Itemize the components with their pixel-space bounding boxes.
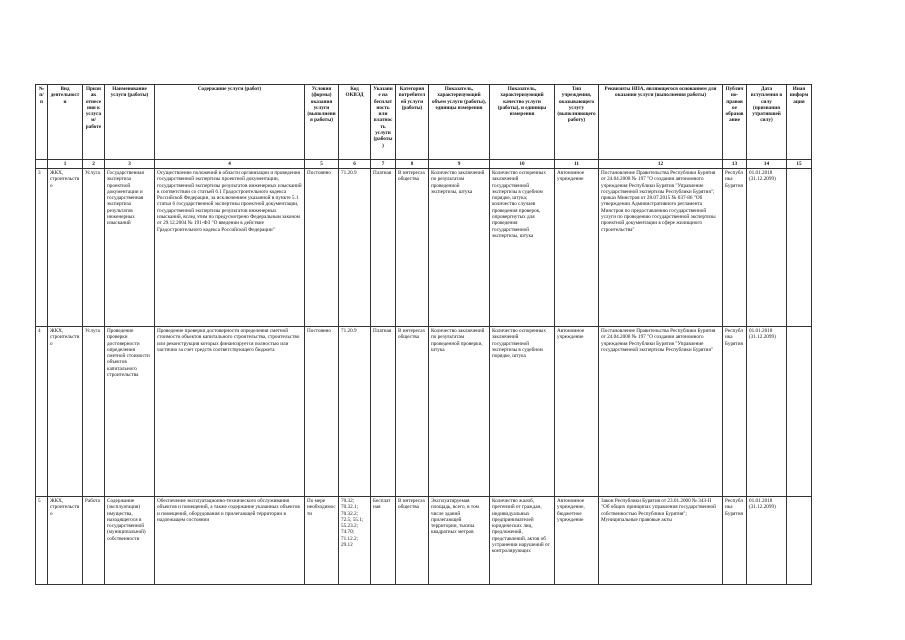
cell-date: 01.01.2018 (31.12.2099) [747,497,787,585]
header-name: Наименование услуги (работы) [105,85,155,160]
column-number: 15 [787,160,812,169]
table-row [36,497,812,585]
header-volume: Показатель, характеризующий объем услуги (работы), единицы измерения [429,85,490,160]
cell-quality: Количество жалоб, претензий от граждан, индивидуальных предпринимателей юридических лиц, предложений, представлений, актов об устранении нарушений от контролирующих [490,497,555,585]
header-other: Иная информация [787,85,812,160]
column-number: 1 [48,160,83,169]
header-num: № п/п [36,85,48,160]
cell-npa: Закон Республики Бурятия от 23.01.2000 № 343-II "Об общих принципах управления государственной собственностью Республики Бурятия"; Муниципальные правовые акты [599,497,723,585]
cell-num: 4 [36,327,48,497]
header-row [36,85,812,160]
cell-entity: Республика Бурятия [723,327,747,497]
column-number: 11 [555,160,599,169]
column-number-empty [36,160,48,169]
cell-activity: ЖКХ, строительство [48,169,83,327]
cell-content: Обеспечение эксплуатационно-технического обслуживания объектов и помещений, а также содержание указанных объектов и помещений, оборудования и прилегающей территории в надлежащем состоянии [155,497,305,585]
table-row [36,169,812,327]
cell-name: Государственная экспертиза проектной документации и государственная экспертиза результатов инженерных изысканий [105,169,155,327]
cell-quality: Количество оспоренных заключений государственной экспертизы в судебном порядке, штука [490,327,555,497]
cell-paid: Бесплатная [371,497,396,585]
cell-paid: Платная [371,327,396,497]
cell-inst-type: Автономное учреждение, бюджетное учреждение [555,497,599,585]
column-number: 4 [155,160,305,169]
cell-conditions: По мере необходимости [305,497,339,585]
cell-inst-type: Автономное учреждение [555,169,599,327]
cell-volume: Количество заключений по результатам проведенной экспертизы, штука [429,169,490,327]
column-numbers-row [36,160,812,169]
header-consumers: Категория потребителей услуги (работы) [396,85,429,160]
header-paid: Указание на бесплатность или платность услуги (работы) [371,85,396,160]
column-number: 9 [429,160,490,169]
cell-num: 5 [36,497,48,585]
header-npa: Реквизиты НПА, являющегося основанием для оказания услуги (выполнения работы) [599,85,723,160]
cell-volume: Эксплуатируемая площадь, всего, в том числе зданий прилегающей территории, тысяча квадратных метров [429,497,490,585]
cell-conditions: Постоянно [305,327,339,497]
cell-npa: Постановление Правительства Республики Бурятия от 24.04.2008 № 197 "О создании автономного учреждения Республики Бурятия "Управление государственной экспертизы Республики Бурятия"; приказ Минстроя от 28.07.2015 № 037-86 "Об утверждении Административного регламента Минстроя по предоставлению государственной услуги по проведению государственной экспертизы проектной документации в сфере жилищного строительства" [599,169,723,327]
cell-entity: Республика Бурятия [723,169,747,327]
services-register-table [35,84,812,585]
cell-paid: Платная [371,169,396,327]
cell-activity: ЖКХ, строительство [48,497,83,585]
column-number: 13 [723,160,747,169]
cell-consumers: В интересах общества [396,327,429,497]
cell-inst-type: Автономное учреждение [555,327,599,497]
cell-name: Проведение проверки достоверности определения сметной стоимости объектов капитального строительства [105,327,155,497]
header-content: Содержание услуги (работ) [155,85,305,160]
cell-date: 01.01.2018 (31.12.2099) [747,327,787,497]
cell-activity: ЖКХ, строительство [48,327,83,497]
cell-okved: 71.20.9 [339,169,371,327]
cell-quality: Количество оспоренных заключений государственной экспертизы в судебном порядке, штука; количество случаев проведения проверок, опровергнутых для проведения государственной экспертизы, штука [490,169,555,327]
header-activity: Вид деятельности [48,85,83,160]
cell-other [787,327,812,497]
cell-entity: Республика Бурятия [723,497,747,585]
column-number: 2 [83,160,105,169]
table-row [36,327,812,497]
cell-sign: Работа [83,497,105,585]
header-okved: Код ОКВЭД [339,85,371,160]
column-number: 5 [305,160,339,169]
column-number: 3 [105,160,155,169]
header-conditions: Условия (формы) оказания услуги (выполнения работы) [305,85,339,160]
cell-other [787,497,812,585]
cell-content: Проведение проверки достоверности определения сметной стоимости объектов капитального строительства, строительство или реконструкция которых финансируется полностью или частично за счет средств соответствующего бюджета [155,327,305,497]
cell-content: Осуществление положений в области организации и проведения государственной экспертизы проектной документации, государственной экспертизы результатов инженерных изысканий в соответствии со статьей 6.1 Градостроительного кодекса Российской Федерации, за исключением указанной в пункте 5.1 статьи 6 государственной экспертизы проектной документации, государственной экспертизы результатов инженерных изысканий, вслед этим по предусмотрено Федеральным законом от 29.12.2004 № 191-ФЗ "О введении в действие Градостроительного кодекса Российской Федерации" [155,169,305,327]
cell-other [787,169,812,327]
column-number: 12 [599,160,723,169]
column-number: 6 [339,160,371,169]
cell-volume: Количество заключений по результатам проведенной проверки, штука [429,327,490,497]
cell-okved: 71.20.9 [339,327,371,497]
column-number: 7 [371,160,396,169]
column-number: 10 [490,160,555,169]
column-number: 14 [747,160,787,169]
header-sign: Признак отнесения к услугам/работе [83,85,105,160]
cell-npa: Постановление Правительства Республики Бурятия от 24.04.2008 № 197 "О создании автономного учреждения Республики Бурятия "Управление государственной экспертизы Республики Бурятия" [599,327,723,497]
cell-conditions: Постоянно [305,169,339,327]
cell-name: Содержание (эксплуатация) имущества, находящегося в государственной (муниципальной) собственности [105,497,155,585]
column-number: 8 [396,160,429,169]
cell-date: 01.01.2018 (31.12.2099) [747,169,787,327]
cell-sign: Услуга [83,327,105,497]
cell-sign: Услуга [83,169,105,327]
cell-okved: 70.32; 70.32.1; 70.32.2; 72.5; 55.1; 55.23.2; 74.70; 71.12.2; 29.12 [339,497,371,585]
header-entity: Публично-правовое образование [723,85,747,160]
header-quality: Показатель, характеризующий качество услуги (работы), и единицы измерения [490,85,555,160]
header-inst-type: Тип учреждения, оказывающего услугу (выполняющего работу) [555,85,599,160]
header-date: Дата вступления в силу (признания утратившей силу) [747,85,787,160]
cell-consumers: В интересах общества [396,497,429,585]
cell-num: 3 [36,169,48,327]
cell-consumers: В интересах общества [396,169,429,327]
